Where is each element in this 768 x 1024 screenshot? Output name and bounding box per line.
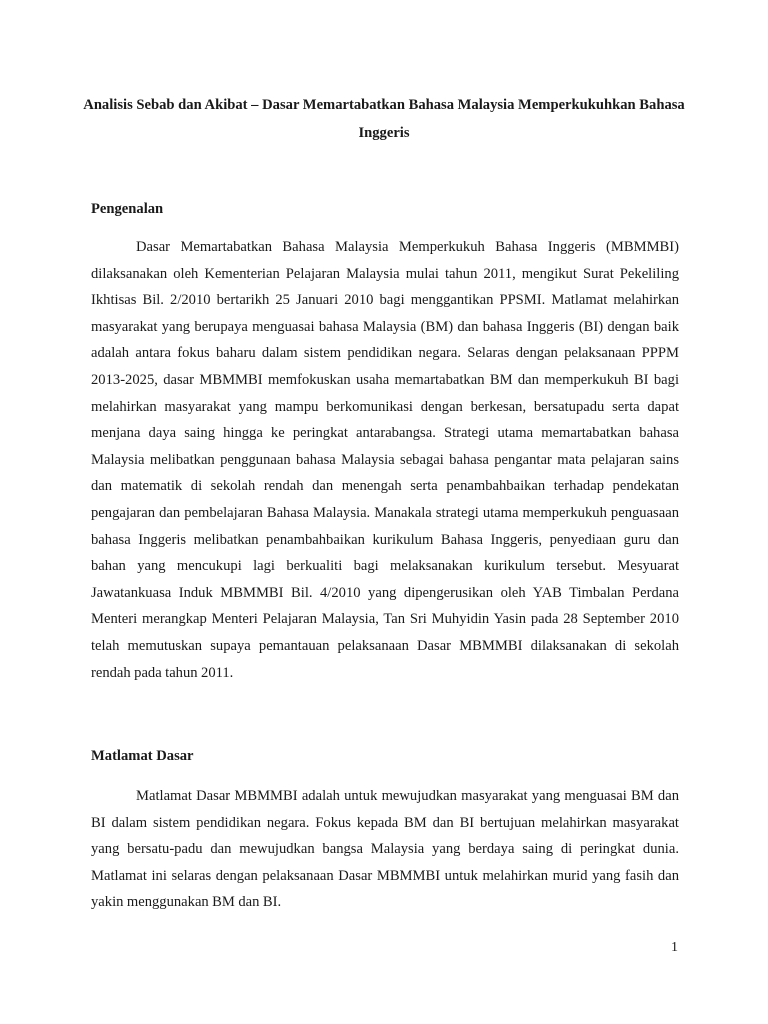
page-number: 1 [671, 940, 678, 955]
section-heading-matlamat-dasar: Matlamat Dasar [91, 748, 194, 764]
section-body-matlamat-dasar: Matlamat Dasar MBMMBI adalah untuk mewujudkan masyarakat yang menguasai BM dan BI dalam sistem pendidikan negara. Fokus kepada BM dan BI bertujuan melahirkan masyarakat yang bersatu-padu dan mewujudkan bangsa Malaysia yang berdaya saing di peringkat dunia. Matlamat ini selaras dengan pelaksanaan Dasar MBMMBI untuk melahirkan murid yang fasih dan yakin menggunakan BM dan BI. [91, 788, 679, 911]
section-body-pengenalan: Dasar Memartabatkan Bahasa Malaysia Memperkukuh Bahasa Inggeris (MBMMBI) dilaksanakan oleh Kementerian Pelajaran Malaysia mulai tahun 2011, mengikut Surat Pekeliling Ikhtisas Bil. 2/2010 bertarikh 25 Januari 2010 bagi menggantikan PPSMI. Matlamat melahirkan masyarakat yang berupaya menguasai bahasa Malaysia (BM) dan bahasa Inggeris (BI) dengan baik adalah antara fokus baharu dalam sistem pendidikan negara. Selaras dengan pelaksanaan PPPM 2013-2025, dasar MBMMBI memfokuskan usaha memartabatkan BM dan memperkukuh BI bagi melahirkan masyarakat yang mampu berkomunikasi dengan berkesan, bersatupadu serta dapat menjana daya saing hingga ke peringkat antarabangsa. Strategi utama memartabatkan bahasa Malaysia melibatkan penggunaan bahasa Malaysia sebagai bahasa pengantar mata pelajaran sains dan matematik di sekolah rendah dan menengah serta penambahbaikan terhadap pendekatan pengajaran dan pembelajaran Bahasa Malaysia. Manakala strategi utama memperkukuh penguasaan bahasa Inggeris melibatkan penambahbaikan kurikulum Bahasa Inggeris, penyediaan guru dan bahan yang mencukupi lagi berkualiti bagi melaksanakan kurikulum tersebut. Mesyuarat Jawatankuasa Induk MBMMBI Bil. 4/2010 yang dipengerusikan oleh YAB Timbalan Perdana Menteri merangkap Menteri Pelajaran Malaysia, Tan Sri Muhyidin Yasin pada 28 September 2010 telah memutuskan supaya pemantauan pelaksanaan Dasar MBMMBI dilaksanakan di sekolah rendah pada tahun 2011. [91, 239, 679, 681]
document-title: Analisis Sebab dan Akibat – Dasar Memartabatkan Bahasa Malaysia Memperkukuhkan Bahasa Inggeris [83, 97, 685, 141]
section-heading-pengenalan: Pengenalan [91, 201, 164, 217]
